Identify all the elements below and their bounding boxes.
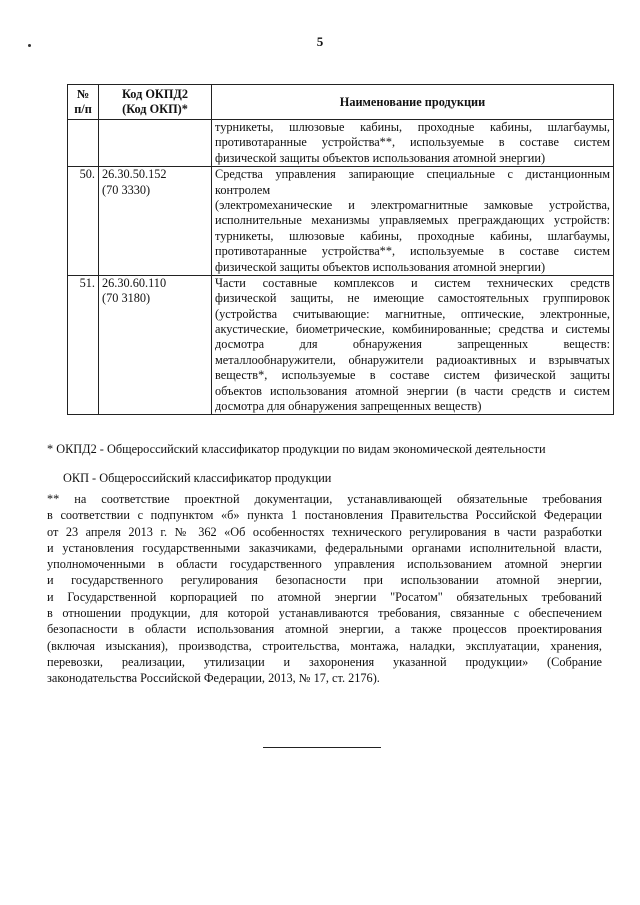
product-name-line: физической защиты объектов использования атомной энергии): [215, 259, 546, 274]
page-number: 5: [316, 34, 324, 49]
row-code: [99, 275, 212, 415]
product-name-line: турникеты, шлюзовые кабины, проходные кабины, шлагбаумы,: [215, 120, 610, 134]
row-code: [99, 167, 212, 276]
product-name-line: контролем: [215, 182, 271, 197]
row-code: [99, 120, 212, 167]
product-name-line: (устройства считывающие: магнитные, оптические, электронные,: [215, 306, 610, 321]
product-name-line: противотаранные устройства**, используемые в составе систем: [215, 244, 610, 259]
header-code: [99, 85, 212, 120]
product-name-line: турникеты, шлюзовые кабины, проходные кабины, шлагбаумы,: [215, 228, 610, 243]
product-name-line: акустические, биометрические, комбинированные; средства и системы: [215, 322, 610, 337]
footnote-line: и Государственной корпорацией по атомной энергии "Росатом" обязательных требований: [47, 589, 602, 604]
row-product-name: [212, 167, 614, 276]
closing-rule-line: [263, 747, 381, 748]
footnote-line: (включая изыскания), производства, строительства, монтажа, наладки, эксплуатации, хранения,: [47, 638, 602, 653]
product-name-line: досмотра для обнаружения запрещенных веществ): [215, 399, 482, 414]
footnote-line: уполномоченными в области государственного управления использованием атомной энергии: [47, 557, 602, 572]
header-num-line2: п/п: [74, 102, 92, 116]
okp-code: (70 3330): [102, 182, 151, 197]
row-product-name: [212, 275, 614, 415]
product-name-line: Части составные комплексов и систем технических средств: [215, 275, 610, 290]
header-code-line1: Код ОКПД2: [121, 87, 189, 101]
footnote-line: безопасности в области использования атомной энергии, а также процессов проектирования: [47, 622, 602, 637]
footnote-line: и установления государственными заказчиками, федеральными органами исполнительной власти,: [47, 540, 602, 555]
okp-code: (70 3180): [102, 291, 151, 306]
footnote-requirements: [47, 491, 602, 687]
okpd2-code: 26.30.50.152: [102, 167, 167, 182]
footnote-line: ** на соответствие проектной документации, устанавливающей обязательные требования: [47, 492, 602, 506]
header-num: [68, 85, 99, 120]
footnote-line: от 23 апреля 2013 г. № 362 «Об особенностях технического регулирования в части разработки: [47, 524, 602, 539]
product-name-line: физической защиты объектов использования атомной энергии): [215, 150, 546, 165]
table-row: [68, 120, 614, 167]
footnote-okpd2: * ОКПД2 - Общероссийский классификатор продукции по видам экономической деятельности: [47, 442, 546, 456]
header-code-line2: (Код ОКП)*: [122, 102, 188, 116]
header-name: Наименование продукции: [212, 85, 614, 120]
product-name-line: веществ*, используемые в составе систем физической защиты: [215, 368, 610, 383]
okpd2-code: 26.30.60.110: [102, 275, 167, 290]
product-table: [67, 84, 614, 415]
footnote-line: в соответствии с подпунктом «б» пункта 1 постановления Правительства Российской Федерации: [47, 508, 602, 523]
footnote-okp: ОКП - Общероссийский классификатор продукции: [63, 471, 332, 485]
row-number: [68, 120, 99, 167]
product-name-line: физической защиты, не имеющие самостоятельных группировок: [215, 291, 610, 306]
table-header-row: [68, 85, 614, 120]
table-row: [68, 167, 614, 276]
footnote-line: законодательства Российской Федерации, 2013, № 17, ст. 2176).: [47, 671, 380, 686]
footnote-line: в отношении продукции, для которой устанавливаются требования, связанные с обеспечением: [47, 606, 602, 621]
header-num-line1: №: [76, 87, 90, 101]
table-row: [68, 275, 614, 415]
product-name-line: исполнительные механизмы управляемых преграждающих устройств:: [215, 213, 610, 228]
row-product-name: [212, 120, 614, 167]
row-number: 50.: [68, 167, 99, 276]
product-name-line: Средства управления запирающие специальные с дистанционным: [215, 167, 610, 182]
product-name-line: противотаранные устройства**, используемые в составе систем: [215, 135, 610, 150]
product-name-line: досмотра для обнаружения запрещенных веществ:: [215, 337, 610, 352]
footnote-line: и государственного регулирования безопасности при использовании атомной энергии,: [47, 573, 602, 588]
product-name-line: объектов использования атомной энергии (в части средств и систем: [215, 383, 610, 398]
row-number: 51.: [68, 275, 99, 415]
product-name-line: металлообнаружители, обнаружители радиоактивных и взрывчатых: [215, 352, 610, 367]
product-name-line: (электромеханические и электромагнитные замковые устройства,: [215, 197, 610, 212]
footnote-line: перевозки, реализации, утилизации и захоронения указанной продукции» (Собрание: [47, 654, 602, 669]
